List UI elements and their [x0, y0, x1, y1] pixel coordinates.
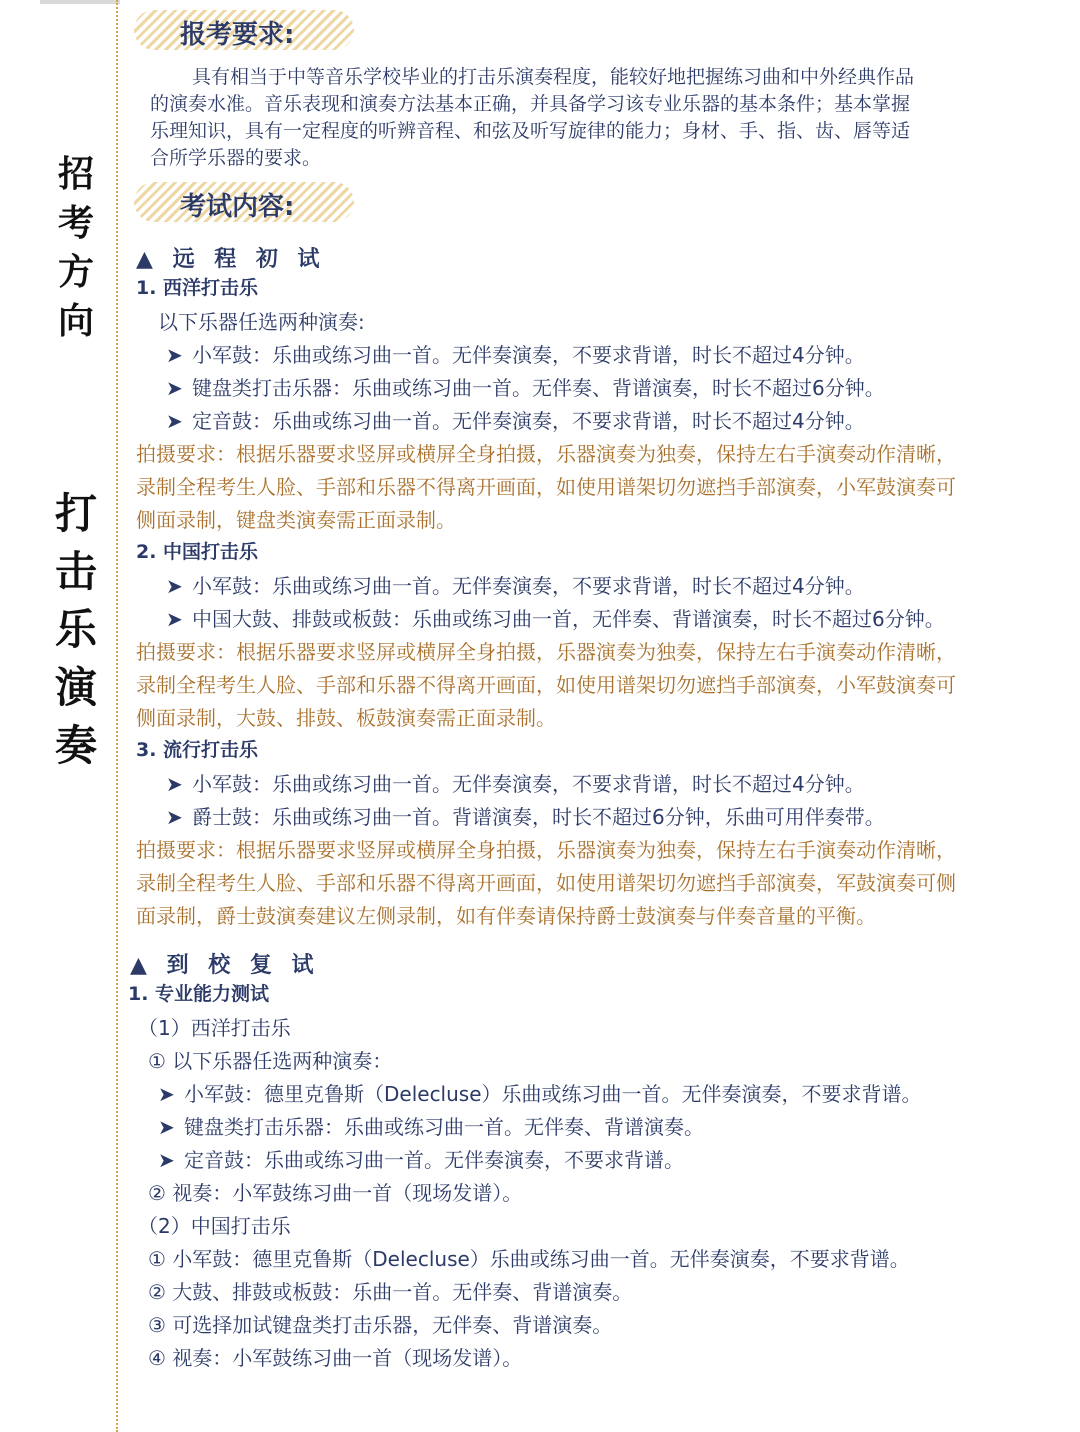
arrow-bullet-icon: ➤ — [166, 772, 183, 796]
requirements-line: 具有相当于中等音乐学校毕业的打击乐演奏程度，能较好地把握练习曲和中外经典作品 — [192, 66, 915, 88]
round1-title: ▲ 远 程 初 试 — [136, 247, 326, 272]
sidebar-char: 乐 — [54, 605, 97, 654]
round1-chinese-title: 2. 中国打击乐 — [136, 541, 259, 563]
list-item-text: 小军鼓：德里克鲁斯（Delecluse）乐曲或练习曲一首。无伴奏演奏，不要求背谱。 — [184, 1082, 922, 1106]
sidebar-char: 向 — [57, 301, 94, 342]
round1-western-title: 1. 西洋打击乐 — [136, 277, 259, 299]
list-item: ② 大鼓、排鼓或板鼓：乐曲一首。无伴奏、背谱演奏。 — [148, 1280, 633, 1304]
sidebar-char: 招 — [57, 154, 94, 195]
list-item — [166, 603, 945, 632]
filming-note: 侧面录制，键盘类演奏需正面录制。 — [136, 508, 456, 532]
filming-note: 拍摄要求：根据乐器要求竖屏或横屏全身拍摄，乐器演奏为独奏，保持左右手演奏动作清晰， — [136, 640, 956, 664]
requirements-line: 合所学乐器的要求。 — [150, 147, 322, 169]
round2-ability-title: 1. 专业能力测试 — [128, 983, 270, 1005]
round2-western-title: （1）西洋打击乐 — [138, 1016, 291, 1040]
round2-title: ▲ 到 校 复 试 — [130, 953, 320, 978]
sidebar-char: 考 — [57, 203, 94, 244]
list-item — [166, 339, 865, 368]
list-item — [158, 1144, 684, 1173]
sidebar-char: 方 — [57, 252, 94, 293]
filming-note: 拍摄要求：根据乐器要求竖屏或横屏全身拍摄，乐器演奏为独奏，保持左右手演奏动作清晰， — [136, 442, 956, 466]
list-item: ③ 可选择加试键盘类打击乐器，无伴奏、背谱演奏。 — [148, 1313, 613, 1337]
list-item-text: 中国大鼓、排鼓或板鼓：乐曲或练习曲一首，无伴奏、背谱演奏，时长不超过6分钟。 — [192, 607, 945, 631]
list-item — [166, 801, 885, 830]
arrow-bullet-icon: ➤ — [158, 1082, 175, 1106]
filming-note: 侧面录制，大鼓、排鼓、板鼓演奏需正面录制。 — [136, 706, 556, 730]
arrow-bullet-icon: ➤ — [166, 409, 183, 433]
requirements-line: 的演奏水准。音乐表现和演奏方法基本正确，并具备学习该专业乐器的基本条件；基本掌握 — [150, 93, 911, 115]
filming-note: 面录制，爵士鼓演奏建议左侧录制，如有伴奏请保持爵士鼓演奏与伴奏音量的平衡。 — [136, 904, 876, 928]
arrow-bullet-icon: ➤ — [166, 376, 183, 400]
round2-western-sight: ② 视奏：小军鼓练习曲一首（现场发谱）。 — [148, 1181, 523, 1205]
list-item — [166, 372, 885, 401]
list-item — [166, 768, 865, 797]
sidebar-char: 击 — [54, 547, 97, 596]
list-item-text: 定音鼓：乐曲或练习曲一首。无伴奏演奏，不要求背谱。 — [184, 1148, 684, 1172]
list-item-text: 小军鼓：乐曲或练习曲一首。无伴奏演奏，不要求背谱，时长不超过4分钟。 — [192, 772, 865, 796]
round2-chinese-title: （2）中国打击乐 — [138, 1214, 291, 1238]
round1-western-intro: 以下乐器任选两种演奏: — [158, 310, 365, 334]
arrow-bullet-icon: ➤ — [166, 607, 183, 631]
round2-western-choice: ① 以下乐器任选两种演奏： — [148, 1049, 393, 1073]
sidebar-char: 打 — [54, 489, 97, 538]
exam-heading-text: 考试内容: — [180, 192, 295, 222]
arrow-bullet-icon: ➤ — [166, 805, 183, 829]
list-item-text: 小军鼓：乐曲或练习曲一首。无伴奏演奏，不要求背谱，时长不超过4分钟。 — [192, 343, 865, 367]
list-item-text: 键盘类打击乐器：乐曲或练习曲一首。无伴奏、背谱演奏。 — [184, 1115, 704, 1139]
list-item — [158, 1111, 704, 1140]
filming-note: 录制全程考生人脸、手部和乐器不得离开画面，如使用谱架切勿遮挡手部演奏，小军鼓演奏可 — [136, 475, 956, 499]
filming-note: 录制全程考生人脸、手部和乐器不得离开画面，如使用谱架切勿遮挡手部演奏，军鼓演奏可侧 — [136, 871, 956, 895]
requirements-line: 乐理知识，具有一定程度的听辨音程、和弦及听写旋律的能力；身材、手、指、齿、唇等适 — [150, 120, 911, 142]
list-item-text: 键盘类打击乐器：乐曲或练习曲一首。无伴奏、背谱演奏，时长不超过6分钟。 — [192, 376, 885, 400]
filming-note: 录制全程考生人脸、手部和乐器不得离开画面，如使用谱架切勿遮挡手部演奏，小军鼓演奏可 — [136, 673, 956, 697]
list-item-text: 定音鼓：乐曲或练习曲一首。无伴奏演奏，不要求背谱，时长不超过4分钟。 — [192, 409, 865, 433]
list-item-text: 爵士鼓：乐曲或练习曲一首。背谱演奏，时长不超过6分钟，乐曲可用伴奏带。 — [192, 805, 885, 829]
arrow-bullet-icon: ➤ — [158, 1148, 175, 1172]
list-item: ④ 视奏：小军鼓练习曲一首（现场发谱）。 — [148, 1346, 523, 1370]
list-item: ① 小军鼓：德里克鲁斯（Delecluse）乐曲或练习曲一首。无伴奏演奏，不要求背谱。 — [148, 1247, 910, 1271]
list-item — [166, 405, 865, 434]
filming-note: 拍摄要求：根据乐器要求竖屏或横屏全身拍摄，乐器演奏为独奏，保持左右手演奏动作清晰， — [136, 838, 956, 862]
requirements-heading-text: 报考要求: — [180, 20, 295, 50]
list-item — [158, 1078, 922, 1107]
arrow-bullet-icon: ➤ — [166, 574, 183, 598]
round1-pop-title: 3. 流行打击乐 — [136, 739, 259, 761]
list-item-text: 小军鼓：乐曲或练习曲一首。无伴奏演奏，不要求背谱，时长不超过4分钟。 — [192, 574, 865, 598]
list-item — [166, 570, 865, 599]
arrow-bullet-icon: ➤ — [158, 1115, 175, 1139]
arrow-bullet-icon: ➤ — [166, 343, 183, 367]
sidebar-char: 奏 — [54, 721, 97, 770]
sidebar-char: 演 — [54, 663, 97, 712]
